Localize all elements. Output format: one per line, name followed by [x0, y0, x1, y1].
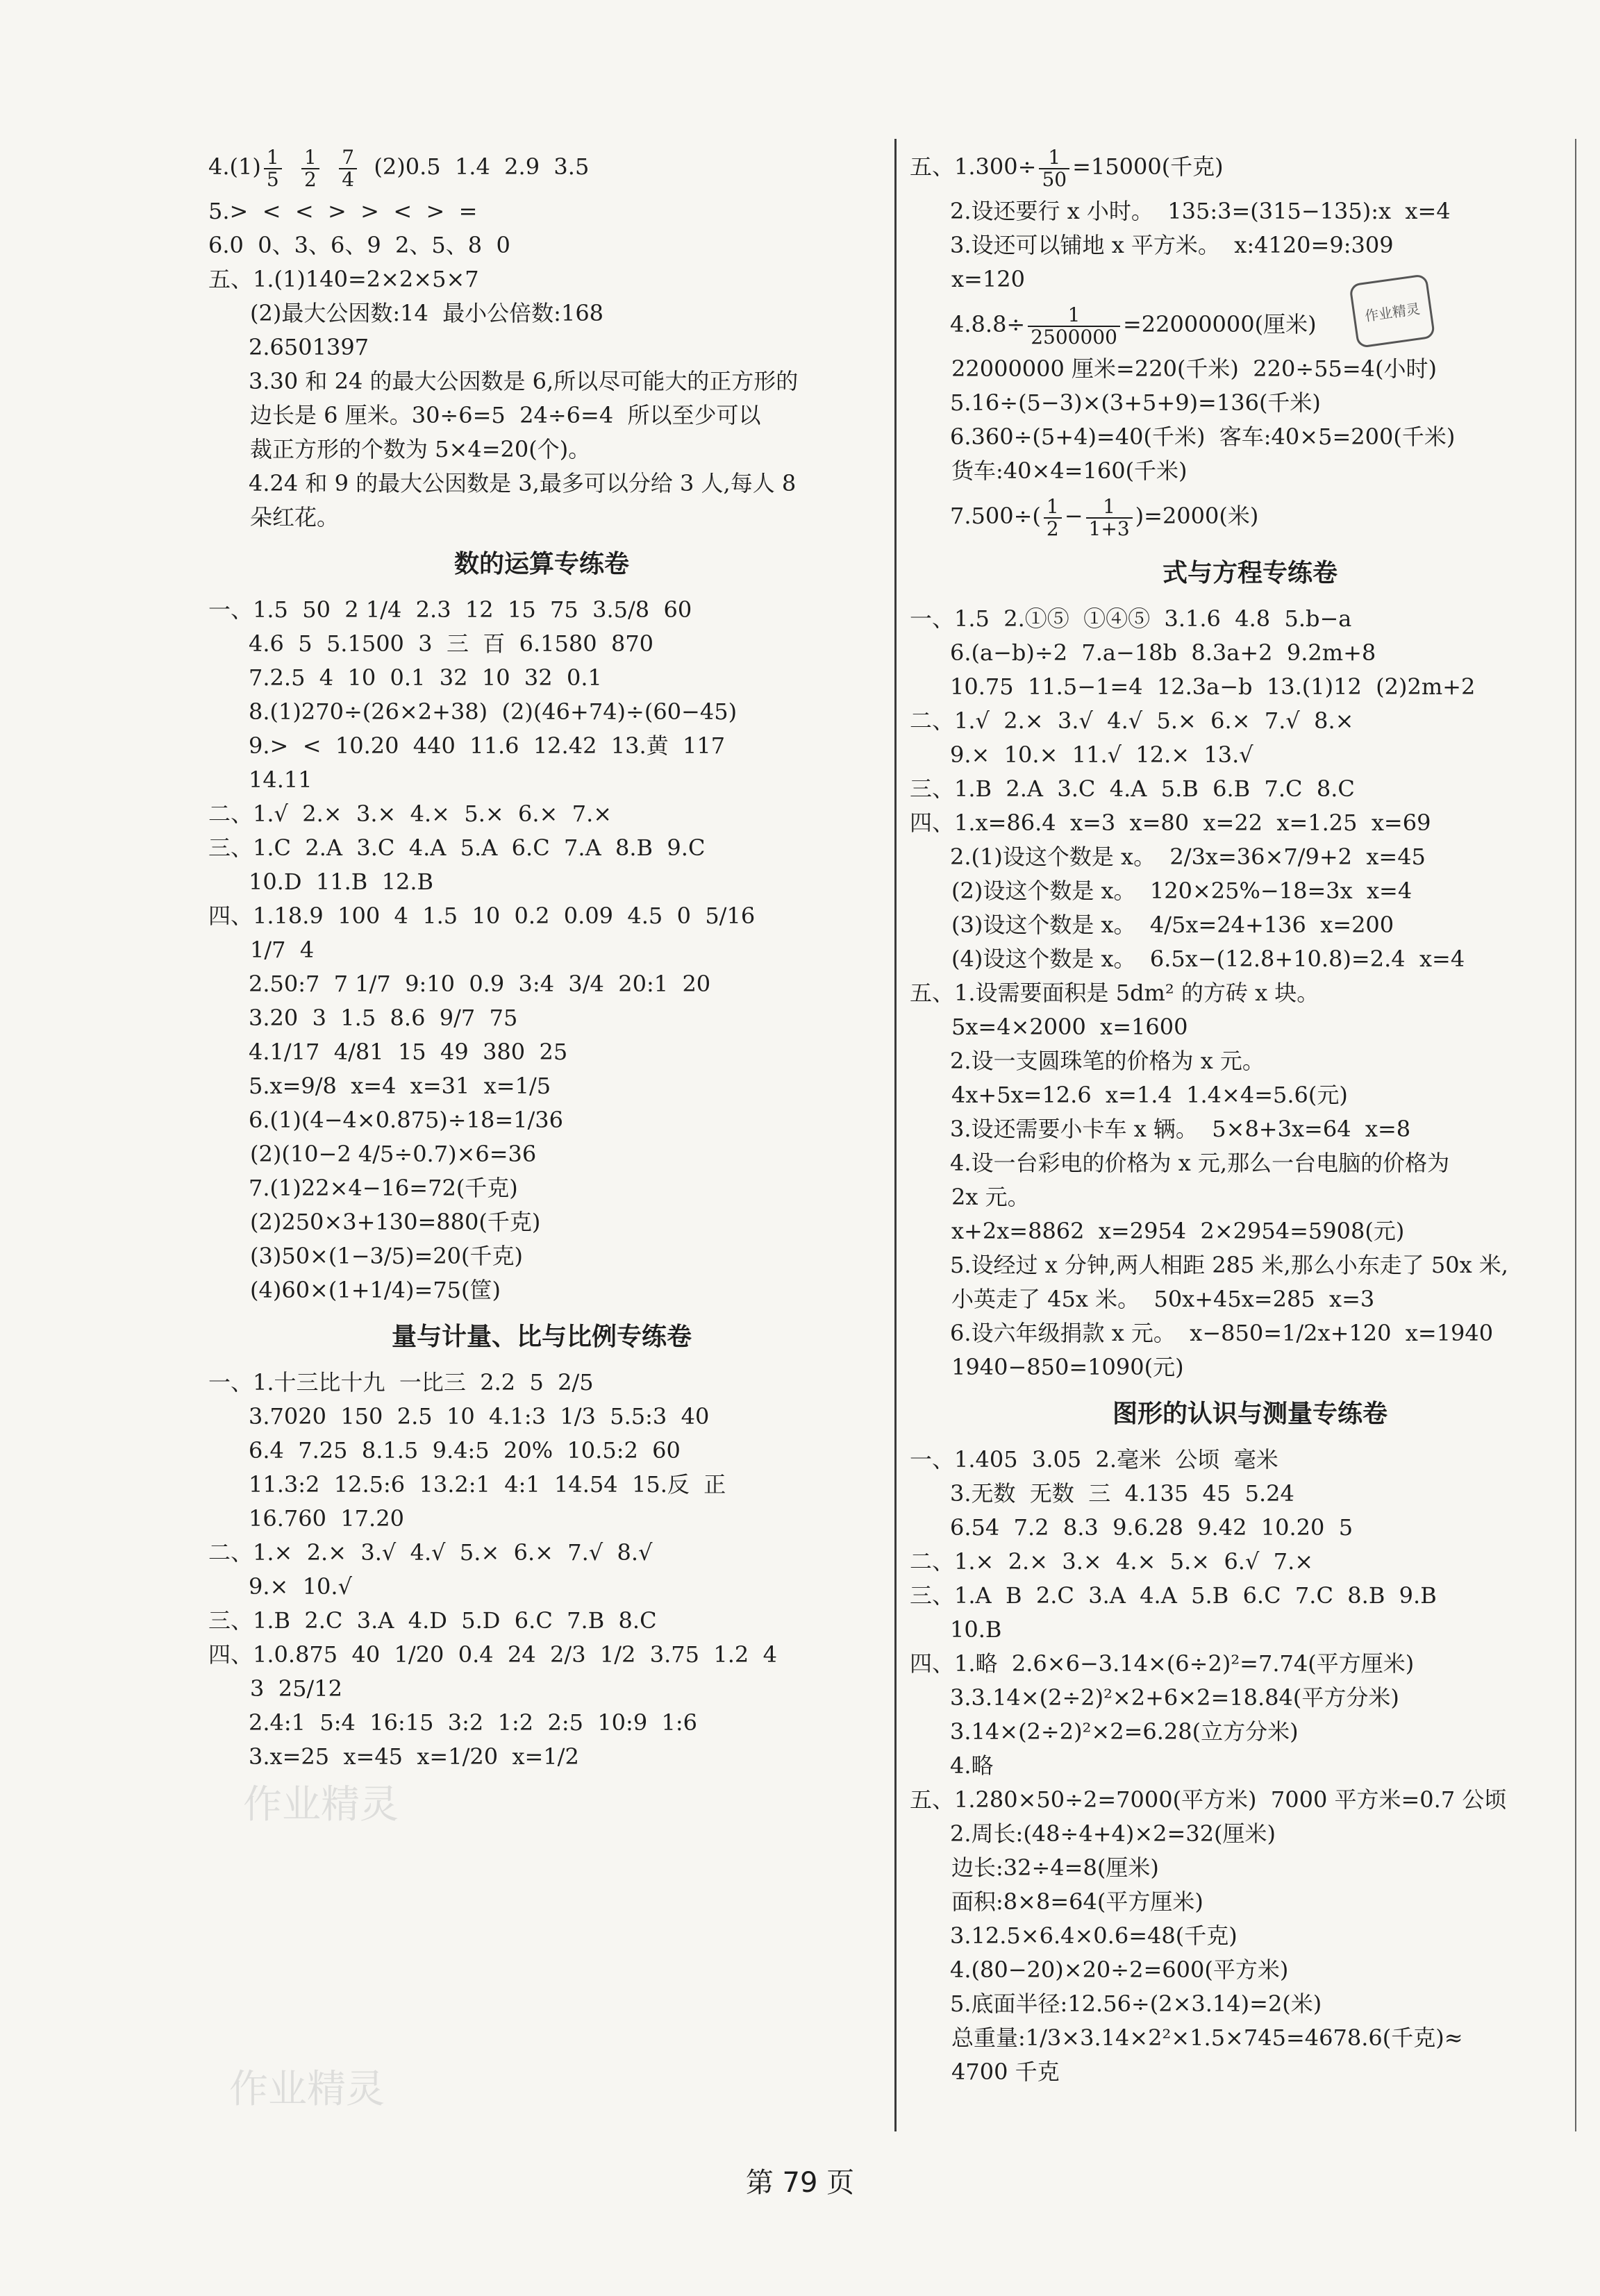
answer-line: 1/7 4 — [250, 937, 315, 963]
answer-line: 3.20 3 1.5 8.6 9/7 75 — [249, 1005, 518, 1031]
answer-line: 3.无数 无数 三 4.135 45 5.24 — [950, 1480, 1294, 1507]
answer-line: 3.30 和 24 的最大公因数是 6,所以尽可能大的正方形的 — [249, 368, 799, 394]
answer-line: (4)设这个数是 x。 6.5x−(12.8+10.8)=2.4 x=4 — [951, 946, 1465, 972]
answer-line: 3.设还需要小卡车 x 辆。 5×8+3x=64 x=8 — [950, 1116, 1411, 1142]
section-body-arithmetic — [208, 593, 875, 1307]
answer-line: 四、1.18.9 100 4 1.5 10 0.2 0.09 4.5 0 5/16 — [208, 903, 756, 929]
section-title: 数的运算专练卷 — [453, 550, 629, 578]
answer-line: 2.(1)设这个数是 x。 2/3x=36×7/9+2 x=45 — [950, 844, 1426, 870]
right-intro-block — [910, 139, 1590, 544]
answer-line: 5x=4×2000 x=1600 — [951, 1014, 1188, 1040]
answer-line: 二、1.× 2.× 3.√ 4.√ 5.× 6.× 7.√ 8.√ — [208, 1539, 653, 1566]
answer-line: 4.设一台彩电的价格为 x 元,那么一台电脑的价格为 — [950, 1150, 1450, 1176]
answer-line: 7.500÷( $\frac{1}{2}$ − $\frac{1}{1+3}$ )=2000(米) — [950, 494, 1259, 540]
section-body-equations — [910, 602, 1590, 1384]
answer-line: 二、1.× 2.× 3.× 4.× 5.× 6.√ 7.× — [910, 1548, 1314, 1575]
answer-line: 7.(1)22×4−16=72(千克) — [249, 1175, 518, 1201]
stamp-text: 作业精灵 — [1363, 300, 1422, 325]
watermark: 作业精灵 — [229, 2067, 385, 2112]
answer-line: 四、1.x=86.4 x=3 x=80 x=22 x=1.25 x=69 — [910, 810, 1431, 836]
answer-line: 10.D 11.B 12.B — [249, 869, 434, 895]
answer-line: 5.设经过 x 分钟,两人相距 285 米,那么小东走了 50x 米, — [950, 1252, 1508, 1278]
answer-line: 6.(1)(4−4×0.875)÷18=1/36 — [249, 1107, 563, 1133]
answer-line: x=120 — [951, 266, 1025, 292]
answer-line: 三、1.B 2.C 3.A 4.D 5.D 6.C 7.B 8.C — [208, 1607, 657, 1634]
answer-line: 3.14×(2÷2)²×2=6.28(立方分米) — [950, 1718, 1299, 1745]
answer-line: 2.周长:(48÷4+4)×2=32(厘米) — [950, 1820, 1276, 1847]
answer-line: 14.11 — [249, 766, 312, 793]
answer-line: 6.360÷(5+4)=40(千米) 客车:40×5=200(千米) — [950, 424, 1456, 450]
answer-line: 4.24 和 9 的最大公因数是 3,最多可以分给 3 人,每人 8 — [249, 470, 797, 496]
section-body-measurement-ratio — [208, 1366, 875, 1774]
answer-line: 6.(a−b)÷2 7.a−18b 8.3a+2 9.2m+8 — [950, 639, 1376, 666]
answer-line: 9.× 10.× 11.√ 12.× 13.√ — [950, 741, 1253, 768]
answer-line: 三、1.C 2.A 3.C 4.A 5.A 6.C 7.A 8.B 9.C — [208, 835, 706, 861]
answer-line: 4700 千克 — [951, 2059, 1060, 2085]
section-title: 量与计量、比与比例专练卷 — [391, 1323, 692, 1351]
answer-line: 五、1.(1)140=2×2×5×7 — [208, 266, 479, 292]
answer-line: 一、1.5 2.①⑤ ①④⑤ 3.1.6 4.8 5.b−a — [910, 605, 1352, 632]
answer-line: 3.x=25 x=45 x=1/20 x=1/2 — [249, 1743, 579, 1770]
answer-line: 5.底面半径:12.56÷(2×3.14)=2(米) — [950, 1991, 1322, 2017]
answer-line: 一、1.5 50 2 1/4 2.3 12 15 75 3.5/8 60 — [208, 596, 692, 623]
left-intro-block — [208, 139, 875, 535]
answer-line: 面积:8×8=64(平方厘米) — [951, 1888, 1203, 1915]
answer-line: 7.2.5 4 10 0.1 32 10 32 0.1 — [249, 664, 602, 691]
answer-line: 9.> < 10.20 440 11.6 12.42 13.黄 117 — [249, 732, 726, 759]
answer-line: 总重量:1/3×3.14×2²×1.5×745=4678.6(千克)≈ — [951, 2025, 1463, 2051]
answer-line: 4.1/17 4/81 15 49 380 25 — [249, 1039, 568, 1065]
mascot-stamp-icon — [1340, 274, 1444, 351]
answer-line: 10.B — [950, 1616, 1002, 1643]
right-column — [910, 139, 1590, 2089]
answer-line: 4x+5x=12.6 x=1.4 1.4×4=5.6(元) — [951, 1082, 1348, 1108]
answer-line: 2.设还要行 x 小时。 135:3=(315−135):x x=4 — [950, 198, 1451, 224]
answer-line: 4.略 — [950, 1752, 994, 1779]
answer-line: 16.760 17.20 — [249, 1505, 404, 1532]
answer-line: (2)250×3+130=880(千克) — [250, 1209, 541, 1235]
answer-line: 5.> < < > > < > = — [208, 198, 478, 224]
column-divider — [894, 139, 897, 2131]
answer-line: 边长:32÷4=8(厘米) — [951, 1854, 1159, 1881]
answer-line: 2x 元。 — [951, 1184, 1030, 1210]
answer-line: 2.6501397 — [249, 334, 369, 360]
page-number: 第 79 页 — [745, 2167, 855, 2199]
answer-line: 一、1.十三比十九 一比三 2.2 5 2/5 — [208, 1369, 594, 1396]
answer-line: 6.设六年级捐款 x 元。 x−850=1/2x+120 x=1940 — [950, 1320, 1494, 1346]
answer-line: 9.× 10.√ — [249, 1573, 352, 1600]
section-title: 式与方程专练卷 — [1162, 559, 1338, 587]
answer-line: 11.3:2 12.5:6 13.2:1 4:1 14.54 15.反 正 — [249, 1471, 726, 1498]
answer-line: 2.设一支圆珠笔的价格为 x 元。 — [950, 1048, 1265, 1074]
left-column — [208, 139, 875, 1774]
answer-line: 一、1.405 3.05 2.毫米 公顷 毫米 — [910, 1446, 1278, 1473]
answer-line: (2)最大公因数:14 最小公倍数:168 — [250, 300, 604, 326]
section-body-geometry — [910, 1443, 1590, 2089]
answer-line: 10.75 11.5−1=4 12.3a−b 13.(1)12 (2)2m+2 — [950, 673, 1476, 700]
answer-line: 4.8.8÷ $\frac{1}{2500000}$ =22000000(厘米) — [950, 303, 1317, 349]
answer-line: 三、1.A B 2.C 3.A 4.A 5.B 6.C 7.C 8.B 9.B — [910, 1582, 1437, 1609]
answer-line: 五、1.300÷ $\frac{1}{50}$ =15000(千克) — [910, 145, 1224, 191]
answer-line: 1940−850=1090(元) — [951, 1354, 1184, 1380]
answer-line: 五、1.设需要面积是 5dm² 的方砖 x 块。 — [910, 980, 1319, 1006]
answer-line: 二、1.√ 2.× 3.√ 4.√ 5.× 6.× 7.√ 8.× — [910, 707, 1354, 734]
answer-line: 3.12.5×6.4×0.6=48(千克) — [950, 1922, 1238, 1949]
answer-line: (3)50×(1−3/5)=20(千克) — [250, 1243, 524, 1269]
answer-line: 5.16÷(5−3)×(3+5+9)=136(千米) — [950, 389, 1321, 416]
answer-line: 3.7020 150 2.5 10 4.1:3 1/3 5.5:3 40 — [249, 1403, 710, 1430]
answer-line: 小英走了 45x 米。 50x+45x=285 x=3 — [951, 1286, 1375, 1312]
answer-line: 二、1.√ 2.× 3.× 4.× 5.× 6.× 7.× — [208, 801, 612, 827]
answer-line: 4.(1) $\frac{1}{5}$ $\frac{1}{2}$ $\frac{7}{4}$ (2)0.5 1.4 2.9 3.5 — [208, 145, 590, 191]
answer-line: 6.0 0、3、6、9 2、5、8 0 — [208, 232, 510, 258]
answer-line: (4)60×(1+1/4)=75(筐) — [250, 1277, 501, 1303]
answer-line: (2)(10−2 4/5÷0.7)×6=36 — [250, 1141, 537, 1167]
answer-line: 3.3.14×(2÷2)²×2+6×2=18.84(平方分米) — [950, 1684, 1399, 1711]
answer-line: 4.6 5 5.1500 3 三 百 6.1580 870 — [249, 630, 654, 657]
answer-line: 货车:40×4=160(千米) — [951, 458, 1188, 484]
answer-line: 四、1.略 2.6×6−3.14×(6÷2)²=7.74(平方厘米) — [910, 1650, 1415, 1677]
answer-line: (2)设这个数是 x。 120×25%−18=3x x=4 — [951, 878, 1412, 904]
answer-line: 4.(80−20)×20÷2=600(平方米) — [950, 1956, 1289, 1983]
answer-line: 朵红花。 — [250, 504, 340, 530]
answer-line: 6.54 7.2 8.3 9.6.28 9.42 10.20 5 — [950, 1514, 1353, 1541]
answer-line: 3.设还可以铺地 x 平方米。 x:4120=9:309 — [950, 232, 1394, 258]
answer-line: 8.(1)270÷(26×2+38) (2)(46+74)÷(60−45) — [249, 698, 738, 725]
section-title: 图形的认识与测量专练卷 — [1112, 1400, 1388, 1428]
answer-line: 三、1.B 2.A 3.C 4.A 5.B 6.B 7.C 8.C — [910, 776, 1355, 802]
answer-line: 3 25/12 — [250, 1675, 342, 1702]
answer-line: 5.x=9/8 x=4 x=31 x=1/5 — [249, 1073, 551, 1099]
answer-line: 边长是 6 厘米。30÷6=5 24÷6=4 所以至少可以 — [250, 402, 761, 428]
answer-line: x+2x=8862 x=2954 2×2954=5908(元) — [951, 1218, 1405, 1244]
answer-line: 22000000 厘米=220(千米) 220÷55=4(小时) — [951, 355, 1438, 382]
answer-line: 2.50:7 7 1/7 9:10 0.9 3:4 3/4 20:1 20 — [249, 971, 711, 997]
watermark: 作业精灵 — [243, 1782, 399, 1827]
answer-line: 四、1.0.875 40 1/20 0.4 24 2/3 1/2 3.75 1.2 4 — [208, 1641, 777, 1668]
answer-line: (3)设这个数是 x。 4/5x=24+136 x=200 — [951, 912, 1394, 938]
answer-line: 裁正方形的个数为 5×4=20(个)。 — [250, 436, 591, 462]
answer-line: 五、1.280×50÷2=7000(平方米) 7000 平方米=0.7 公顷 — [910, 1786, 1507, 1813]
answer-line: 6.4 7.25 8.1.5 9.4:5 20% 10.5:2 60 — [249, 1437, 681, 1464]
answer-line: 2.4:1 5:4 16:15 3:2 1:2 2:5 10:9 1:6 — [249, 1709, 698, 1736]
